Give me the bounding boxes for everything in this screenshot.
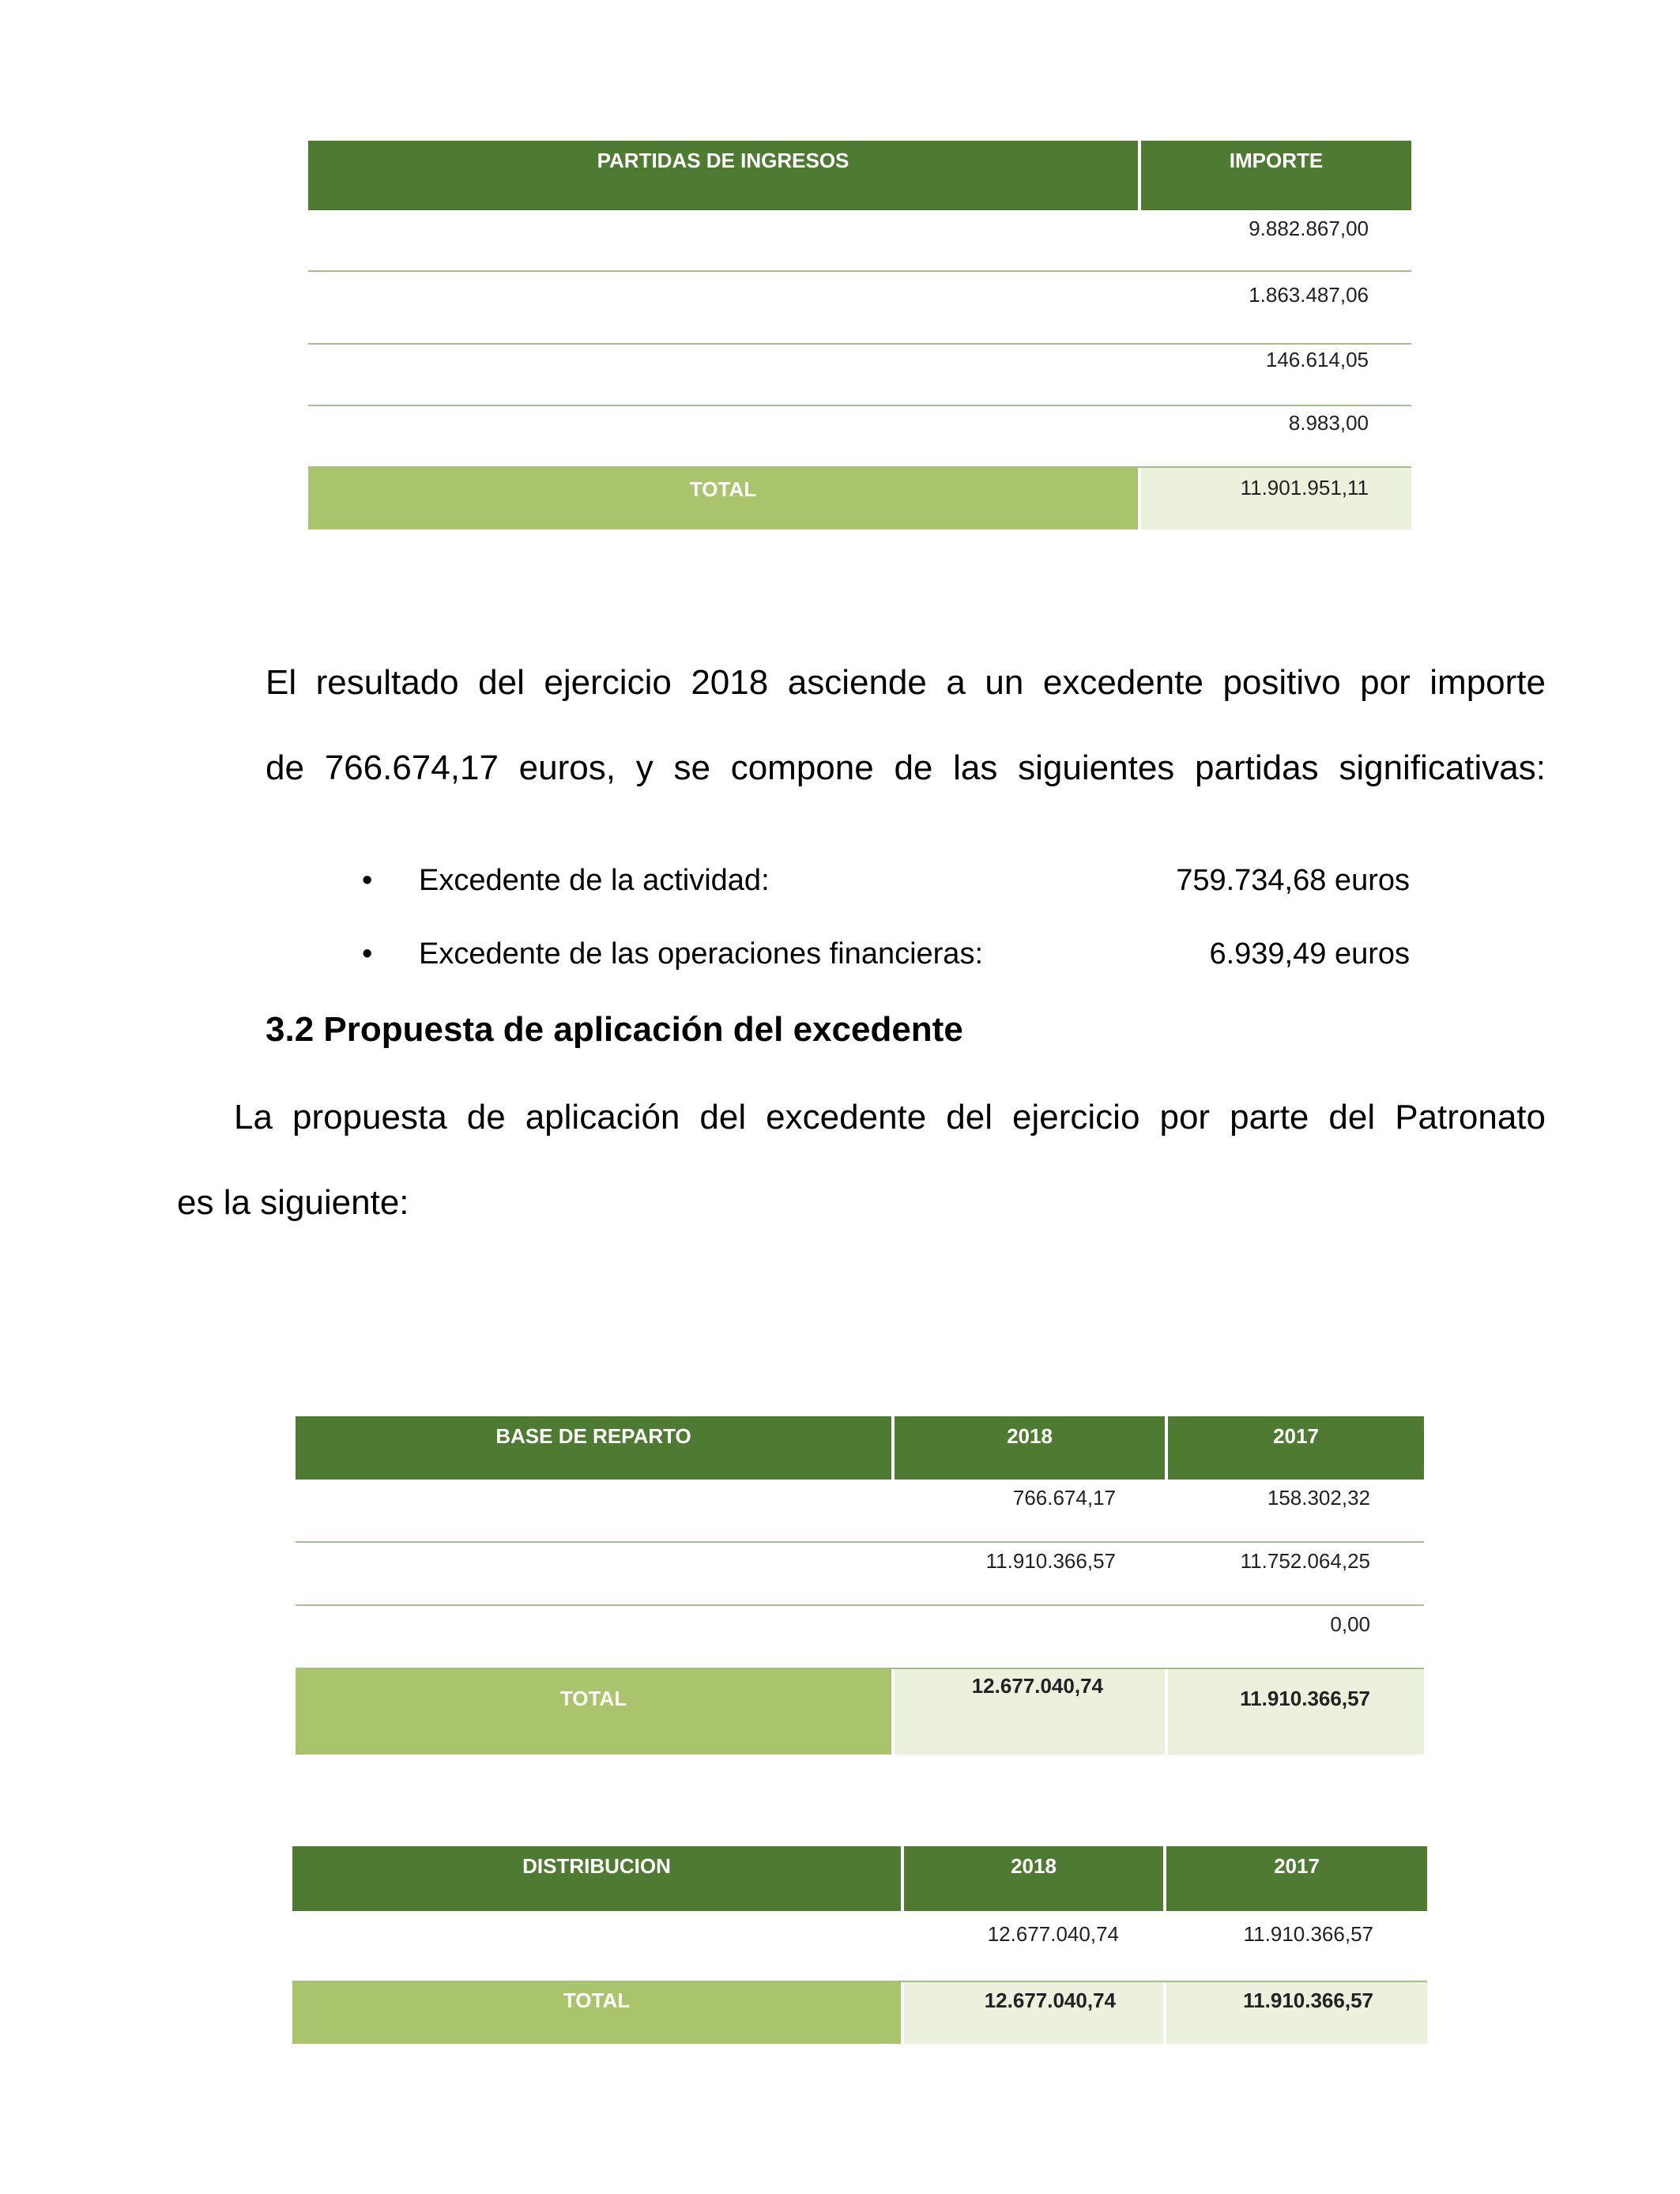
base-header-label: BASE DE REPARTO [296, 1416, 895, 1480]
base-reparto-table [296, 1416, 1424, 1755]
base-table-header [296, 1416, 1424, 1480]
table-row [296, 1606, 1424, 1669]
total-value-2017: 11.910.366,57 [1168, 1669, 1424, 1755]
table-row [308, 272, 1411, 345]
resultado-line-2: de 766.674,17 euros, y se compone de las siguientes partidas significativas: [266, 748, 1546, 787]
table-row [308, 210, 1411, 272]
base-header-2017: 2017 [1273, 1424, 1319, 1448]
row-label [308, 406, 1141, 466]
base-header-2018: 2018 [895, 1416, 1168, 1480]
total-label: TOTAL [296, 1669, 895, 1755]
row-value-2017: 158.302,32 [1267, 1486, 1370, 1510]
row-value-2017: 0,00 [1330, 1612, 1370, 1636]
total-value-2018: 12.677.040,74 [904, 1982, 1166, 2044]
distribucion-table [292, 1846, 1427, 2044]
row-value-2018: 12.677.040,74 [987, 1922, 1119, 1946]
bullet-excedente-actividad [362, 864, 1410, 903]
distribucion-table-header [292, 1846, 1427, 1911]
row-value: 9.882.867,00 [1249, 217, 1369, 240]
section-line-1: La propuesta de aplicación del excedente del ejercicio por parte del Patronato [234, 1098, 1546, 1137]
row-label [292, 1911, 904, 1981]
ingresos-header-partidas: PARTIDAS DE INGRESOS [308, 141, 1141, 210]
bullet-amount: 6.939,49 euros [1209, 937, 1410, 971]
row-value-2017: 11.752.064,25 [1240, 1549, 1370, 1573]
ingresos-total-row [308, 468, 1411, 530]
bullet-excedente-financieras [362, 937, 1410, 977]
table-row [296, 1480, 1424, 1543]
row-label [296, 1606, 895, 1668]
base-total-row [296, 1669, 1424, 1755]
row-value-2018 [895, 1606, 1116, 1668]
table-row [308, 345, 1411, 406]
row-value: 146.614,05 [1265, 348, 1369, 371]
row-label [296, 1543, 895, 1604]
bullet-icon: • [362, 864, 373, 897]
row-label [296, 1480, 895, 1541]
row-value-2018: 11.910.366,57 [985, 1549, 1116, 1573]
dist-header-2017: 2017 [1274, 1854, 1320, 1878]
bullet-label: Excedente de la actividad: [419, 864, 770, 897]
total-label: TOTAL [308, 468, 1141, 530]
total-value: 11.901.951,11 [1141, 468, 1411, 530]
ingresos-table [308, 141, 1411, 530]
resultado-line-1: El resultado del ejercicio 2018 asciende a un excedente positivo por importe [266, 663, 1546, 702]
dist-header-label: DISTRIBUCION [292, 1846, 904, 1911]
table-row [292, 1911, 1427, 1982]
row-label [308, 210, 1141, 270]
bullet-icon: • [362, 937, 373, 971]
section-heading: 3.2 Propuesta de aplicación del excedente [266, 1010, 963, 1049]
total-value-2017: 11.910.366,57 [1166, 1982, 1427, 2044]
row-value: 8.983,00 [1288, 411, 1369, 435]
row-label [308, 272, 1141, 343]
total-label: TOTAL [292, 1982, 904, 2044]
total-value-2018: 12.677.040,74 [895, 1669, 1168, 1755]
ingresos-header-importe: IMPORTE [1229, 149, 1324, 172]
row-value-2017: 11.910.366,57 [1243, 1922, 1373, 1946]
row-label [308, 345, 1141, 405]
dist-header-2018: 2018 [904, 1846, 1166, 1911]
bullet-amount: 759.734,68 euros [1176, 864, 1410, 897]
row-value: 1.863.487,06 [1249, 283, 1369, 307]
ingresos-table-header [308, 141, 1411, 210]
distribucion-total-row [292, 1982, 1427, 2044]
bullet-label: Excedente de las operaciones financieras: [419, 937, 984, 971]
table-row [308, 406, 1411, 468]
section-line-2: es la siguiente: [177, 1183, 409, 1222]
row-value-2018: 766.674,17 [1012, 1486, 1116, 1510]
table-row [296, 1543, 1424, 1606]
